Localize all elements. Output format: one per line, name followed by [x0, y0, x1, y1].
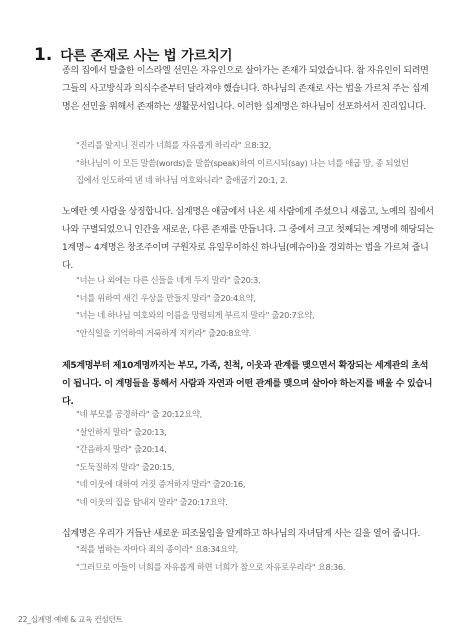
paragraph-slavery: 노예란 옛 사람을 상징합니다. 십계명은 애굽에서 나온 새 사람에게 주셨으니 새롭고, 노예의 집에서 나와 구별되었으니 인간을 새로운, 다른 존재를 만듭니다. 그 중에서 크고 첫째되는 계명에 해당되는 1계명~ 4계명은 창조주이며 구원자로 유일무이하신 하나님(예슈아)을 경외하는 법을 가르쳐 줍니다.	[62, 207, 434, 271]
quote-line: "그러므로 아들이 너희를 자유롭게 하면 너희가 참으로 자유로우리라" 요8:36.	[76, 561, 346, 572]
quote-line: 집에서 인도하여 낸 네 하나님 여호와니라" 출애굽기 20:1, 2.	[76, 175, 288, 185]
quote-block-3	[76, 406, 436, 511]
section-title: 다른 존재로 사는 법 가르치기	[60, 48, 233, 64]
quote-line: "너는 네 하나님 여호와의 이름을 망령되게 부르지 말라" 출20:7요약,	[76, 310, 315, 320]
quote-line: "너를 위하여 새긴 우상을 만들지 말라" 출20:4요약,	[76, 292, 256, 303]
quote-line: "살인하지 말라" 출20:13,	[76, 426, 167, 437]
quote-block-2	[76, 272, 436, 342]
quote-line: "도둑질하지 말라" 출20:15,	[76, 461, 175, 472]
quote-line: "하나님이 이 모든 말씀(words)을 말씀(speak)하여 이르시되(say) 나는 너를 애굽 땅, 종 되었던	[76, 157, 409, 168]
quote-line: "네 부모를 공경하라" 출 20:12요약,	[76, 409, 202, 419]
quote-line: "죄를 범하는 자마다 죄의 종이라" 요8:34요약,	[76, 544, 238, 554]
section-number: 1.	[34, 45, 53, 65]
quote-line: "너는 나 외에는 다른 신들을 네게 두지 말라" 출20:3,	[76, 275, 261, 285]
paragraph-intro: 종의 집에서 탈출한 이스라엘 선민은 자유인으로 살아가는 존재가 되었습니다. 참 자유인이 되려면 그들의 사고방식과 의식수준부터 달라져야 했습니다. 하나님의 존재로 사는 법을 가르쳐 주는 십계명은 선민을 위해서 존재하는 생활문서입니다. 이러한 십계명은 하나님이 선포하셔서 진리입니다.	[62, 66, 429, 112]
quote-line: "네 이웃에 대하여 거짓 증거하지 말라" 출20:16,	[76, 479, 246, 489]
quote-line: "간음하지 말라" 출20:14,	[76, 444, 167, 454]
paragraph-commandments: 제5계명부터 제10계명까지는 부모, 가족, 친척, 이웃과 관계를 맺으면서 확장되는 세계관의 초석이 됩니다. 이 계명들을 통해서 사람과 자연과 어떤 관계를 맺으며 살아야 하는지를 배울 수 있습니다.	[62, 361, 433, 407]
quote-line: "네 이웃의 집을 탐내지 말라" 출20:17요약.	[76, 496, 228, 507]
quote-line: "진리를 알지니 진리가 너희를 자유롭게 하리라" 요8:32,	[76, 140, 272, 150]
page-footer: 22_십계명 예배 & 교육 컨설턴트	[18, 615, 123, 624]
quote-block-1	[76, 137, 436, 190]
quote-line: "안식일을 기억하여 거룩하게 지키라" 출20:8요약.	[76, 327, 252, 338]
paragraph-conclusion: 십계명은 우리가 거듭난 새로운 피조물임을 알게하고 하나님의 자녀답게 사는 길을 열어 줍니다.	[62, 529, 421, 539]
quote-block-4	[76, 541, 436, 576]
